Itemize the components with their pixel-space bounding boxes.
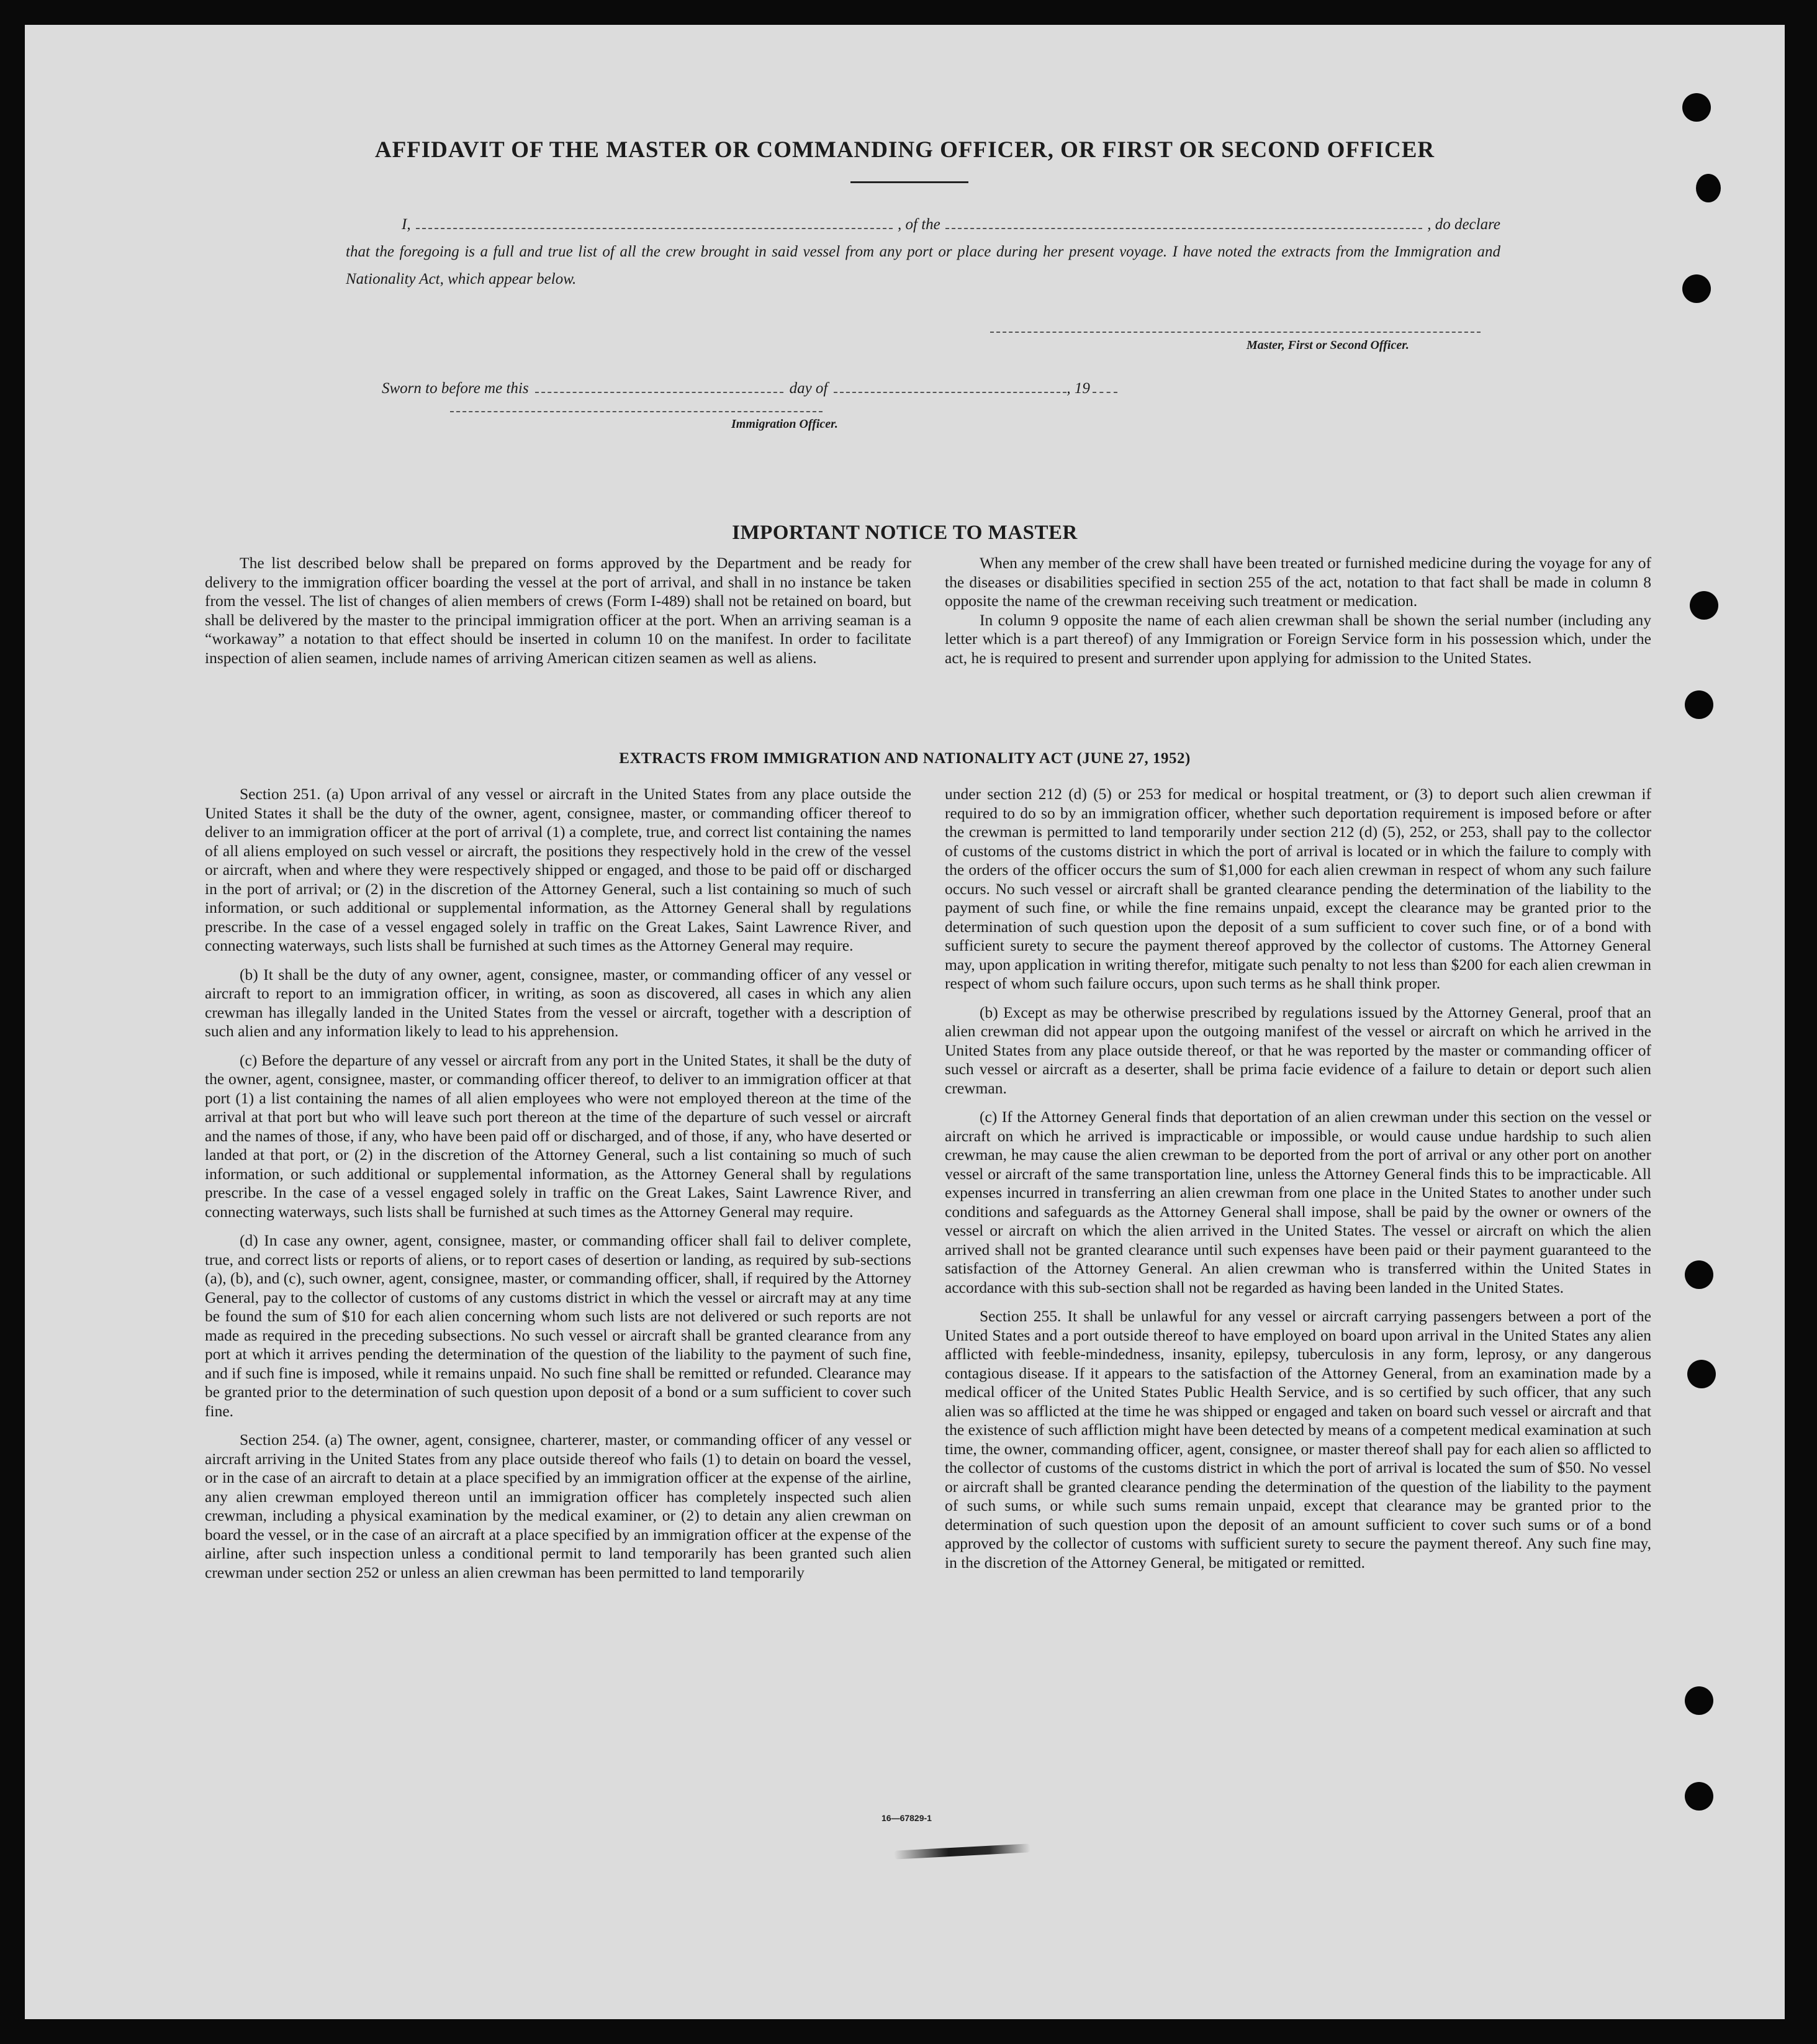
section-254a: Section 254. (a) The owner, agent, consignee, charterer, master, or commanding officer of any vessel or aircraft arriving in the United States from any place outside thereof who fails (1) to detain on board the vessel, or in the case of an aircraft to detain at a place specified by an immigration officer at the expense of the airline, any alien crewman employed thereon until an immigration officer has completely inspected such alien crewman, including a physical examination by the medical examiner, or (2) to detain any alien crewman on board the vessel, or in the case of an aircraft at a place specified by an immigration officer at the expense of the airline, after such inspection unless a conditional permit to land temporarily has been granted such alien crewman under section 252 or unless an alien crewman has been permitted to land temporarily [205, 1431, 911, 1581]
punch-hole [1696, 174, 1721, 202]
section-251b: (b) It shall be the duty of any owner, agent, consignee, master, or commanding officer of any vessel or aircraft to report to an immigration officer, in writing, as soon as discovered, all cases in which any alien crewman has illegally landed in the United States from the vessel or aircraft, together with a description of such alien and any information likely to lead to his apprehension. [205, 965, 911, 1040]
sworn-day-field[interactable] [535, 383, 783, 393]
declaration-fill-line [346, 211, 1500, 238]
declaration-block [346, 211, 1500, 293]
punch-hole [1690, 591, 1718, 620]
immigration-officer-label: Immigration Officer. [731, 417, 838, 431]
title-rule [850, 181, 968, 183]
punch-hole [1685, 1782, 1713, 1811]
extracts-right-column [945, 785, 1651, 1572]
master-signature-label: Master, First or Second Officer. [1247, 338, 1409, 352]
form-number: 16—67829-1 [881, 1813, 932, 1823]
declaration-text: that the foregoing is a full and true list of all the crew brought in said vessel from any port or place during her present voyage. I have noted the extracts from the Immigration and Nationality Act, which appear below. [346, 243, 1500, 287]
day-of-label: day of [789, 380, 828, 397]
do-declare-label: , do declare [1427, 216, 1500, 233]
sworn-line [382, 380, 1124, 397]
notice-paragraph: When any member of the crew shall have been treated or furnished medicine during the voyage for any of the diseases or disabilities specified in section 255 of the act, notation to that fact shall be made in column 8 opposite the name of the crewman receiving such treatment or medication. [945, 554, 1651, 610]
document-page [25, 25, 1785, 2019]
notice-left-column [205, 554, 911, 667]
extracts-title: EXTRACTS FROM IMMIGRATION AND NATIONALITY ACT (JUNE 27, 1952) [619, 750, 1191, 767]
notice-right-column [945, 554, 1651, 667]
master-signature-line[interactable] [990, 332, 1481, 333]
sworn-label: Sworn to before me this [382, 380, 529, 397]
punch-hole [1685, 690, 1713, 719]
year-label: , 19 [1066, 380, 1090, 397]
section-254b: (b) Except as may be otherwise prescribed by regulations issued by the Attorney General, proof that an alien crewman did not appear upon the outgoing manifest of the vessel or aircraft on which he arrived in the United States from any place outside thereof, or that he was reported by the master or commanding officer of such vessel or aircraft as a deserter, shall be prima facie evidence of a failure to detain or deport such alien crewman. [945, 1003, 1651, 1097]
notice-title: IMPORTANT NOTICE TO MASTER [732, 522, 1078, 544]
punch-hole [1687, 1360, 1716, 1388]
vessel-field[interactable] [945, 219, 1422, 229]
notice-paragraph: In column 9 opposite the name of each alien crewman shall be shown the serial number (including any letter which is a part thereof) of any Immigration or Foreign Service form in his possession which, under the act, he is required to present and surrender upon applying for admission to the United States. [945, 610, 1651, 667]
name-field[interactable] [416, 219, 893, 229]
affidavit-title: AFFIDAVIT OF THE MASTER OR COMMANDING OFFICER, OR FIRST OR SECOND OFFICER [374, 137, 1435, 163]
ink-smudge [894, 1843, 1030, 1859]
section-254a-continued: under section 212 (d) (5) or 253 for medical or hospital treatment, or (3) to deport such alien crewman if required to do so by an immigration officer, whether such deportation requirement is imposed before or after the crewman is permitted to land temporarily under section 212 (d) (5), 252, or 253, shall pay to the collector of customs of the customs district in which the port of arrival is located or in which the failure to comply with the orders of the officer occurs the sum of $1,000 for each alien crewman in respect of whom any such failure occurs. No such vessel or aircraft shall be granted clearance pending the determination of the liability to the payment of such fine, or while the fine remains unpaid, except the clearance may be granted prior to the determination of such question upon the deposit of a sum sufficient to cover such fine, or of a bond with sufficient surety to secure the payment thereof approved by the collector of customs. The Attorney General may, upon application in writing therefor, mitigate such penalty to not less than $200 for each alien crewman in respect of whom such failure occurs, upon such terms as he shall think proper. [945, 785, 1651, 992]
punch-hole [1682, 274, 1711, 303]
sworn-year-field[interactable] [1093, 383, 1117, 393]
immigration-officer-signature-line[interactable] [450, 411, 823, 412]
section-251d: (d) In case any owner, agent, consignee, master, or commanding officer shall fail to deliver complete, true, and correct lists or reports of aliens, or to report cases of desertion or landing, as required by sub-sections (a), (b), and (c), such owner, agent, consignee, master, or commanding officer, shall, if required by the Attorney General, pay to the collector of customs of any customs district in which the vessel or aircraft may at any time be found the sum of $10 for each alien concerning whom such lists are not delivered or such reports are not made as required in the preceding subsections. No such vessel or aircraft shall be granted clearance from any port at which it arrives pending the determination of the question of the liability to the payment of such fine, and if such fine is imposed, while it remains unpaid. No such fine shall be remitted or refunded. Clearance may be granted prior to the determination of such question upon deposit of a bond or a sum sufficient to cover such fine. [205, 1231, 911, 1420]
punch-hole [1682, 93, 1711, 122]
section-251a: Section 251. (a) Upon arrival of any vessel or aircraft in the United States from any place outside the United States it shall be the duty of the owner, agent, consignee, master, or commanding officer thereof to deliver to an immigration officer at the port of arrival (1) a complete, true, and correct list containing the names of all aliens employed on such vessel or aircraft, the positions they respectively hold in the crew of the vessel or aircraft, when and where they were respectively shipped or engaged, and those to be paid off or discharged in the port of arrival; or (2) in the discretion of the Attorney General, such a list containing so much of such information, or such additional or supplemental information, as the Attorney General shall by regulations prescribe. In the case of a vessel engaged solely in traffic on the Great Lakes, Saint Lawrence River, and connecting waterways, such lists shall be furnished at such times as the Attorney General may require. [205, 785, 911, 954]
of-the-label: , of the [898, 216, 940, 233]
section-251c: (c) Before the departure of any vessel or aircraft from any port in the United States, it shall be the duty of the owner, agent, consignee, master, or commanding officer thereof, to deliver to an immigration officer at that port (1) a list containing the names of all alien employees who were not employed thereon at the time of the arrival at that port but who will leave such port thereon at the time of the departure of such vessel or aircraft and the names of those, if any, who have been paid off or discharged, and of those, if any, who have deserted or landed at that port, or (2) in the discretion of the Attorney General, such a list containing so much of such information, or such additional or supplemental information, as the Attorney General shall by regulations prescribe. In the case of a vessel engaged solely in traffic on the Great Lakes, Saint Lawrence River, and connecting waterways, such lists shall be furnished at such times as the Attorney General may require. [205, 1051, 911, 1221]
section-255: Section 255. It shall be unlawful for any vessel or aircraft carrying passengers between a port of the United States and a port outside thereof to have employed on board upon arrival in the United States any alien afflicted with feeble-mindedness, insanity, epilepsy, tuberculosis in any form, leprosy, or any dangerous contagious disease. If it appears to the satisfaction of the Attorney General, from an examination made by a medical officer of the United States Public Health Service, and is so certified by such officer, that any such alien was so afflicted at the time he was shipped or engaged and taken on board such vessel or aircraft and that the existence of such affliction might have been detected by means of a competent medical examination at such time, the owner, commanding officer, agent, consignee, or master thereof shall pay for each alien so afflicted to the collector of customs of the customs district in which the port of arrival is located the sum of $50. No vessel or aircraft shall be granted clearance pending the determination of the question of the liability to the payment of such sums, or while such sums remain unpaid, except that clearance may be granted prior to the determination of such question upon the deposit of an amount sufficient to cover such sums or of a bond approved by the collector of customs with sufficient surety to secure the payment thereof. Any such fine may, in the discretion of the Attorney General, be mitigated or remitted. [945, 1307, 1651, 1571]
sworn-month-field[interactable] [834, 383, 1066, 393]
extracts-left-column [205, 785, 911, 1582]
i-label: I, [402, 216, 411, 233]
notice-paragraph: The list described below shall be prepared on forms approved by the Department and be ready for delivery to the immigration officer boarding the vessel at the port of arrival, and shall in no instance be taken from the vessel. The list of changes of alien members of crews (Form I-489) shall not be retained on board, but shall be delivered by the master to the principal immigration officer at the port. When an arriving seaman is a “workaway” a notation to that effect should be inserted in column 10 on the manifest. In order to facilitate inspection of alien seamen, include names of arriving American citizen seamen as well as aliens. [205, 554, 911, 667]
punch-hole [1685, 1260, 1713, 1289]
section-254c: (c) If the Attorney General finds that deportation of an alien crewman under this section on the vessel or aircraft on which he arrived is impracticable or impossible, or would cause undue hardship to such alien crewman, he may cause the alien crewman to be deported from the port of arrival or any other port on another vessel or aircraft of the same transportation line, unless the Attorney General finds this to be impracticable. All expenses incurred in transferring an alien crewman from one place in the United States to another under such conditions and safeguards as the Attorney General shall impose, shall be paid by the owner or owners of the vessel or aircraft on which the alien arrived in the United States. The vessel or aircraft on which the alien arrived shall not be granted clearance until such expenses have been paid or their payment guaranteed to the satisfaction of the Attorney General. An alien crewman who is transferred within the United States in accordance with this sub-section shall not be regarded as having been landed in the United States. [945, 1108, 1651, 1296]
punch-hole [1685, 1686, 1713, 1715]
